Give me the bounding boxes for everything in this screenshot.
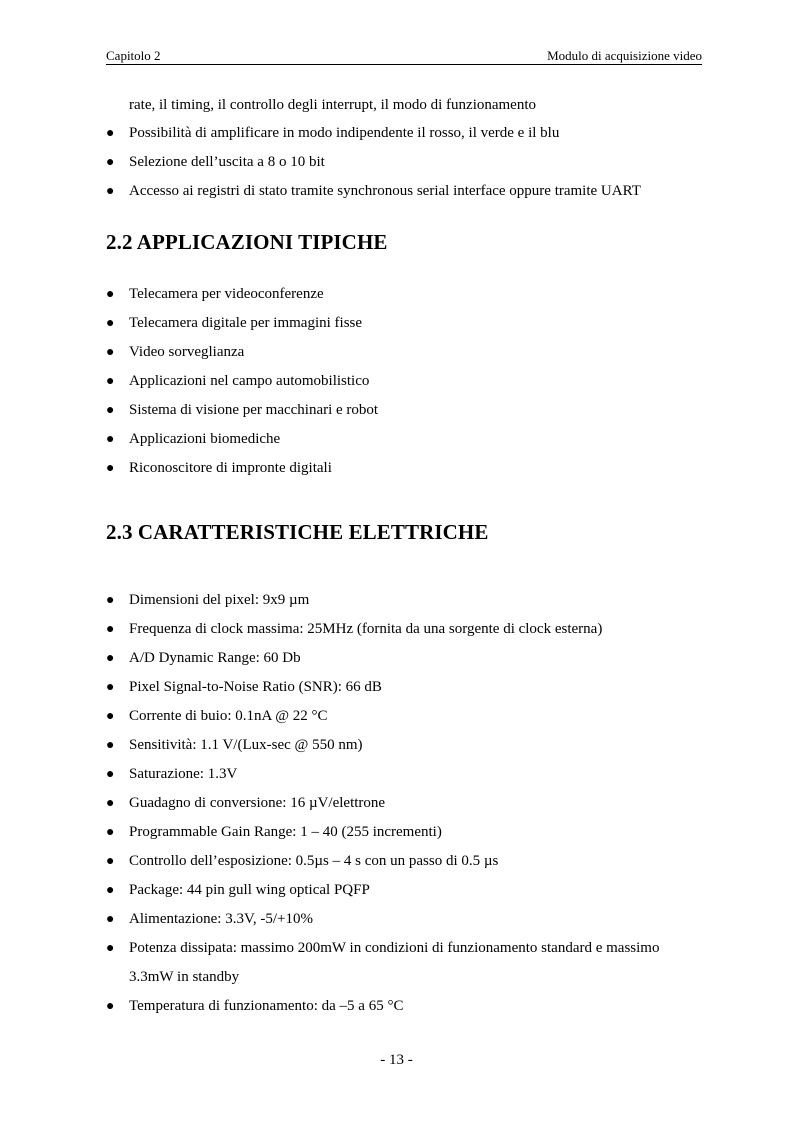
bullet-icon: ● bbox=[106, 155, 115, 170]
bullet-icon: ● bbox=[106, 651, 115, 666]
electrical-characteristics-list bbox=[106, 586, 702, 1021]
bullet-icon: ● bbox=[106, 738, 115, 753]
section-heading-electrical: 2.3 CARATTERISTICHE ELETTRICHE bbox=[106, 520, 489, 544]
bullet-icon: ● bbox=[106, 709, 115, 724]
list-item: ● Applicazioni nel campo automobilistico bbox=[106, 367, 378, 396]
bullet-icon: ● bbox=[106, 883, 115, 898]
list-item: ● Potenza dissipata: massimo 200mW in condizioni di funzionamento standard e massimo 3.3mW in standby bbox=[106, 934, 702, 992]
section-heading-applications: 2.2 APPLICAZIONI TIPICHE bbox=[106, 230, 388, 254]
list-item: ● Temperatura di funzionamento: da –5 a 65 °C bbox=[106, 992, 702, 1021]
header-section-title: Modulo di acquisizione video bbox=[547, 48, 702, 63]
list-item: ● Possibilità di amplificare in modo indipendente il rosso, il verde e il blu bbox=[106, 119, 641, 148]
list-item: ● Accesso ai registri di stato tramite synchronous serial interface oppure tramite UART bbox=[106, 177, 641, 206]
bullet-icon: ● bbox=[106, 432, 115, 447]
bullet-icon: ● bbox=[106, 854, 115, 869]
list-item: ● Selezione dell’uscita a 8 o 10 bit bbox=[106, 148, 641, 177]
bullet-icon: ● bbox=[106, 461, 115, 476]
list-item: ● A/D Dynamic Range: 60 Db bbox=[106, 644, 702, 673]
running-header bbox=[106, 48, 702, 65]
bullet-icon: ● bbox=[106, 316, 115, 331]
feature-list-continued bbox=[106, 119, 641, 206]
list-item: ● Video sorveglianza bbox=[106, 338, 378, 367]
bullet-icon: ● bbox=[106, 999, 115, 1014]
bullet-icon: ● bbox=[106, 622, 115, 637]
bullet-icon: ● bbox=[106, 184, 115, 199]
list-item: ● Guadagno di conversione: 16 µV/elettrone bbox=[106, 789, 702, 818]
bullet-icon: ● bbox=[106, 126, 115, 141]
continuation-text: rate, il timing, il controllo degli interrupt, il modo di funzionamento bbox=[129, 97, 537, 113]
list-item: ● Pixel Signal-to-Noise Ratio (SNR): 66 dB bbox=[106, 673, 702, 702]
list-item: ● Alimentazione: 3.3V, -5/+10% bbox=[106, 905, 702, 934]
bullet-icon: ● bbox=[106, 287, 115, 302]
list-item: ● Riconoscitore di impronte digitali bbox=[106, 454, 378, 483]
bullet-icon: ● bbox=[106, 767, 115, 782]
bullet-icon: ● bbox=[106, 345, 115, 360]
list-item: ● Dimensioni del pixel: 9x9 µm bbox=[106, 586, 702, 615]
header-chapter: Capitolo 2 bbox=[106, 48, 161, 63]
bullet-icon: ● bbox=[106, 374, 115, 389]
list-item: ● Corrente di buio: 0.1nA @ 22 °C bbox=[106, 702, 702, 731]
bullet-icon: ● bbox=[106, 941, 115, 956]
list-item: ● Frequenza di clock massima: 25MHz (fornita da una sorgente di clock esterna) bbox=[106, 615, 702, 644]
list-item: ● Saturazione: 1.3V bbox=[106, 760, 702, 789]
bullet-icon: ● bbox=[106, 796, 115, 811]
list-item: ● Controllo dell’esposizione: 0.5µs – 4 s con un passo di 0.5 µs bbox=[106, 847, 702, 876]
bullet-icon: ● bbox=[106, 912, 115, 927]
list-item: ● Sistema di visione per macchinari e robot bbox=[106, 396, 378, 425]
list-item: ● Programmable Gain Range: 1 – 40 (255 incrementi) bbox=[106, 818, 702, 847]
list-item: ● Telecamera per videoconferenze bbox=[106, 280, 378, 309]
list-item: ● Sensitività: 1.1 V/(Lux-sec @ 550 nm) bbox=[106, 731, 702, 760]
bullet-icon: ● bbox=[106, 680, 115, 695]
applications-list bbox=[106, 280, 378, 483]
bullet-icon: ● bbox=[106, 825, 115, 840]
list-item: ● Applicazioni biomediche bbox=[106, 425, 378, 454]
page-number: - 13 - bbox=[380, 1052, 413, 1068]
list-item: ● Package: 44 pin gull wing optical PQFP bbox=[106, 876, 702, 905]
bullet-icon: ● bbox=[106, 403, 115, 418]
list-item: ● Telecamera digitale per immagini fisse bbox=[106, 309, 378, 338]
bullet-icon: ● bbox=[106, 593, 115, 608]
